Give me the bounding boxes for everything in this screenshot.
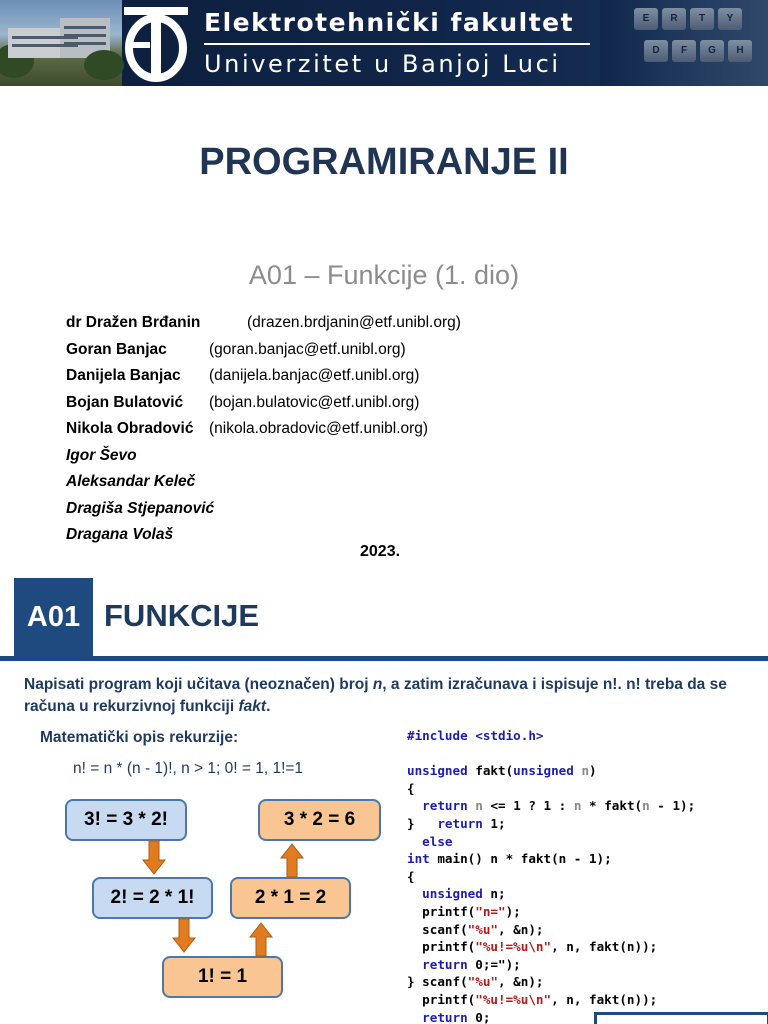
code-text: , n, fakt(n)); xyxy=(551,939,658,955)
author-email: (nikola.obradovic@etf.unibl.org) xyxy=(209,420,429,437)
code-text: 0;="); xyxy=(467,956,521,972)
section-number-box: A01 xyxy=(14,578,93,656)
faculty-name: Elektrotehnički fakultet xyxy=(204,8,575,37)
code-var: n xyxy=(642,798,650,814)
task-end: . xyxy=(266,698,271,715)
code-text: fakt( xyxy=(467,763,514,779)
code-include: #include <stdio.h> xyxy=(407,728,544,743)
code-text: 1; xyxy=(482,815,506,831)
university-name: Univerzitet u Banjoj Luci xyxy=(204,50,561,78)
code-keyword: else xyxy=(422,833,453,849)
code-keyword: unsigned xyxy=(513,763,574,779)
recursion-step-2: 2! = 2 * 1! xyxy=(92,877,213,919)
recursion-result-2: 2 * 1 = 2 xyxy=(230,877,351,919)
code-keyword: int xyxy=(407,851,430,867)
code-text: , &n); xyxy=(498,921,544,937)
code-keyword: return xyxy=(422,1009,468,1024)
year: 2023. xyxy=(360,543,401,560)
code-text: , n, fakt(n)); xyxy=(551,991,658,1007)
code-var: n xyxy=(573,798,582,814)
task-mid: , a zatim izračunava i ispisuje n!. n! treba da se računa u rekurzivnoj funkciji xyxy=(24,676,727,715)
code-text: * fakt( xyxy=(581,798,643,814)
course-title: PROGRAMIRANJE II xyxy=(199,141,569,183)
code-var: n xyxy=(475,798,483,814)
code-text: printf( xyxy=(422,991,476,1007)
task-var: n xyxy=(372,676,383,693)
code-string: "%u" xyxy=(467,921,499,937)
code-string: "%u!=%u\n" xyxy=(475,939,552,955)
code-text: 0; xyxy=(467,1009,491,1024)
code-text: printf( xyxy=(422,939,476,955)
code-listing: #include <stdio.h> unsigned fakt(unsigned n) { return n <= 1 ? 1 : n * fakt(n - 1); } return 1; else int main() n * fakt(n - 1); { unsigned n; printf("n="); scanf("%u", &n); printf("%u!=%u\n", n, fakt(n)); return 0;="); } scanf("%u", &n); printf("%u!=%u\n", n, fakt(n)); return 0; xyxy=(407,728,696,1024)
code-string: "%u" xyxy=(467,974,499,990)
recursion-formula: n! = n * (n - 1)!, n > 1; 0! = 1, 1!=1 xyxy=(73,760,304,777)
section-title: FUNKCIJE xyxy=(104,598,260,633)
author-name: Dragana Volaš xyxy=(66,526,174,543)
author-email: (drazen.brdjanin@etf.unibl.org) xyxy=(247,314,461,331)
key-icon: T xyxy=(690,8,714,30)
task-prefix: Napisati program koji učitava (neoznačen) broj xyxy=(24,676,373,693)
arrow-up-icon xyxy=(281,844,303,877)
lecture-subtitle: A01 – Funkcije (1. dio) xyxy=(248,260,520,290)
code-text: , &n); xyxy=(498,974,544,990)
code-text: scanf( xyxy=(422,921,468,937)
author-email: (goran.banjac@etf.unibl.org) xyxy=(209,340,406,358)
key-icon: F xyxy=(672,40,696,62)
key-icon: E xyxy=(634,8,658,30)
author-name: dr Dražen Brđanin xyxy=(66,314,201,331)
key-icon: H xyxy=(728,40,752,62)
recursion-result-3: 3 * 2 = 6 xyxy=(258,799,381,841)
navigation-box xyxy=(594,1012,768,1024)
author-name: Nikola Obradović xyxy=(66,420,194,437)
code-var: n xyxy=(581,763,590,779)
code-text: ); xyxy=(505,903,521,919)
key-icon: D xyxy=(644,40,668,62)
key-icon: G xyxy=(700,40,724,62)
code-string: "n=" xyxy=(475,903,506,919)
code-keyword: unsigned xyxy=(407,763,468,779)
arrow-down-icon xyxy=(173,919,195,952)
code-keyword: unsigned xyxy=(422,886,483,902)
code-keyword: return xyxy=(422,956,468,972)
author-name: Bojan Bulatović xyxy=(66,393,184,411)
author-name: Igor Ševo xyxy=(66,446,137,464)
code-text: - 1); xyxy=(649,798,696,814)
recursion-step-3: 3! = 3 * 2! xyxy=(65,799,187,841)
code-text: <= 1 ? 1 : xyxy=(482,798,574,814)
math-heading: Matematički opis rekurzije: xyxy=(40,729,239,746)
code-text: printf( xyxy=(422,903,476,919)
recursion-base: 1! = 1 xyxy=(162,956,283,998)
code-keyword: return xyxy=(437,815,483,831)
task-func: fakt xyxy=(238,698,267,715)
arrow-up-icon xyxy=(250,923,272,956)
key-icon: Y xyxy=(718,8,742,30)
key-icon: R xyxy=(662,8,686,30)
code-text: n; xyxy=(482,886,506,902)
code-text: } scanf( xyxy=(407,974,468,990)
code-keyword: return xyxy=(422,798,468,814)
author-name: Goran Banjac xyxy=(66,340,167,358)
author-name: Aleksandar Keleč xyxy=(66,473,196,490)
arrow-down-icon xyxy=(143,841,165,874)
author-name: Dragiša Stjepanović xyxy=(66,499,215,517)
code-text: main() n * fakt(n - 1); xyxy=(429,851,612,867)
author-email: (danijela.banjac@etf.unibl.org) xyxy=(209,367,420,384)
author-name: Danijela Banjac xyxy=(66,367,181,384)
code-string: "%u!=%u\n" xyxy=(475,991,552,1007)
author-email: (bojan.bulatovic@etf.unibl.org) xyxy=(209,393,420,411)
